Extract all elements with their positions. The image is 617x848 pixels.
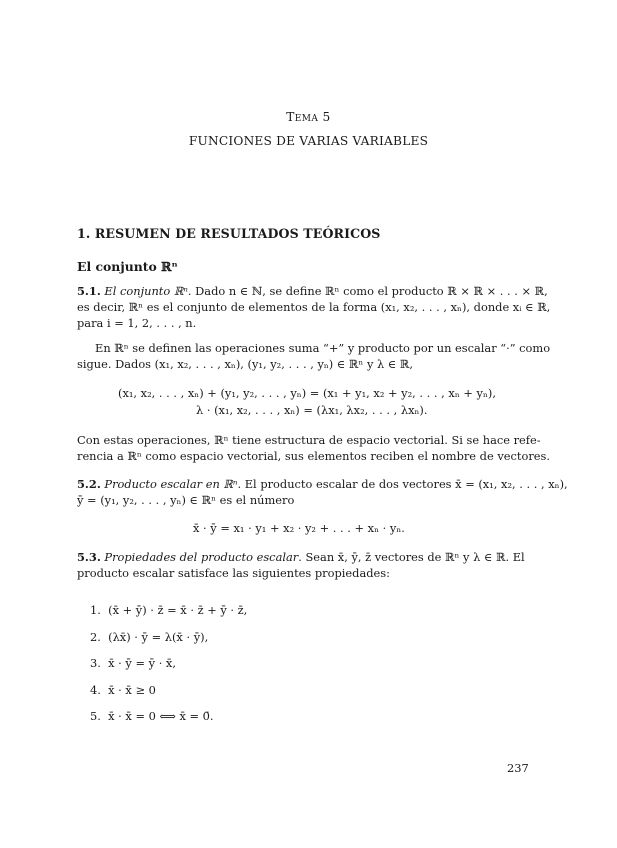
property-item [90, 709, 214, 724]
property-number: 2. [90, 630, 101, 644]
property-text: (x̄ + ȳ) · z̄ = x̄ · z̄ + ȳ · z̄, [108, 603, 248, 617]
equation-dot-product: x̄ · ȳ = x₁ · y₁ + x₂ · y₂ + . . . + xₙ · yₙ. [193, 521, 405, 535]
item-5-1-para-line1: En ℝⁿ se definen las operaciones suma “+” y producto por un escalar “·” como [95, 341, 551, 355]
item-name: Producto escalar en ℝⁿ [104, 477, 238, 491]
item-text: . El producto escalar de dos vectores x̄ = (x₁, x₂, . . . , xₙ), [237, 477, 568, 491]
item-name: Propiedades del producto escalar [104, 550, 299, 564]
item-5-2-line1 [77, 477, 568, 492]
property-text: x̄ · ȳ = ȳ · x̄, [108, 656, 176, 670]
item-number: 5.3. [77, 550, 101, 564]
item-5-3-line1 [77, 550, 523, 565]
equation-sum: (x₁, x₂, . . . , xₙ) + (y₁, y₂, . . . , yₙ) = (x₁ + y₁, x₂ + y₂, . . . , xₙ + yₙ), [118, 386, 496, 400]
section-heading: 1. RESUMEN DE RESULTADOS TEÓRICOS [77, 226, 381, 241]
item-5-1-after-line2: rencia a ℝⁿ como espacio vectorial, sus elementos reciben el nombre de vectores. [77, 449, 550, 463]
property-text: x̄ · x̄ = 0 ⟺ x̄ = 0̄. [108, 709, 214, 723]
property-item [90, 603, 247, 618]
item-5-1-after-line1: Con estas operaciones, ℝⁿ tiene estructura de espacio vectorial. Si se hace refe- [77, 433, 541, 447]
item-text: . Sean x̄, ȳ, z̄ vectores de ℝⁿ y λ ∈ ℝ. El [298, 550, 525, 564]
property-number: 5. [90, 709, 101, 723]
property-item [90, 656, 176, 671]
chapter-title: FUNCIONES DE VARIAS VARIABLES [188, 134, 429, 148]
item-number: 5.2. [77, 477, 101, 491]
property-item [90, 630, 208, 645]
item-5-3-line2: producto escalar satisface las siguientes propiedades: [77, 566, 390, 580]
subsection-heading: El conjunto ℝⁿ [77, 259, 178, 274]
item-5-1-line1 [77, 284, 548, 299]
item-5-1-para-line2: sigue. Dados (x₁, x₂, . . . , xₙ), (y₁, y₂, . . . , yₙ) ∈ ℝⁿ y λ ∈ ℝ, [77, 357, 413, 371]
item-5-1-line3: para i = 1, 2, . . . , n. [77, 316, 197, 330]
page-number: 237 [507, 761, 529, 775]
property-number: 1. [90, 603, 101, 617]
property-number: 4. [90, 683, 101, 697]
property-number: 3. [90, 656, 101, 670]
property-text: x̄ · x̄ ≥ 0 [108, 683, 156, 697]
property-item [90, 683, 156, 698]
property-text: (λx̄) · ȳ = λ(x̄ · ȳ), [108, 630, 209, 644]
item-5-2-line2: ȳ = (y₁, y₂, . . . , yₙ) ∈ ℝⁿ es el número [77, 493, 295, 507]
item-text: . Dado n ∈ ℕ, se define ℝⁿ como el producto ℝ × ℝ × . . . × ℝ, [187, 284, 548, 298]
chapter-label: Tema 5 [286, 110, 331, 124]
item-name: El conjunto ℝⁿ [104, 284, 188, 298]
equation-scalar-product: λ · (x₁, x₂, . . . , xₙ) = (λx₁, λx₂, . . . , λxₙ). [196, 403, 428, 417]
item-5-1-line2: es decir, ℝⁿ es el conjunto de elementos de la forma (x₁, x₂, . . . , xₙ), donde xᵢ ∈ ℝ, [77, 300, 551, 314]
item-number: 5.1. [77, 284, 101, 298]
